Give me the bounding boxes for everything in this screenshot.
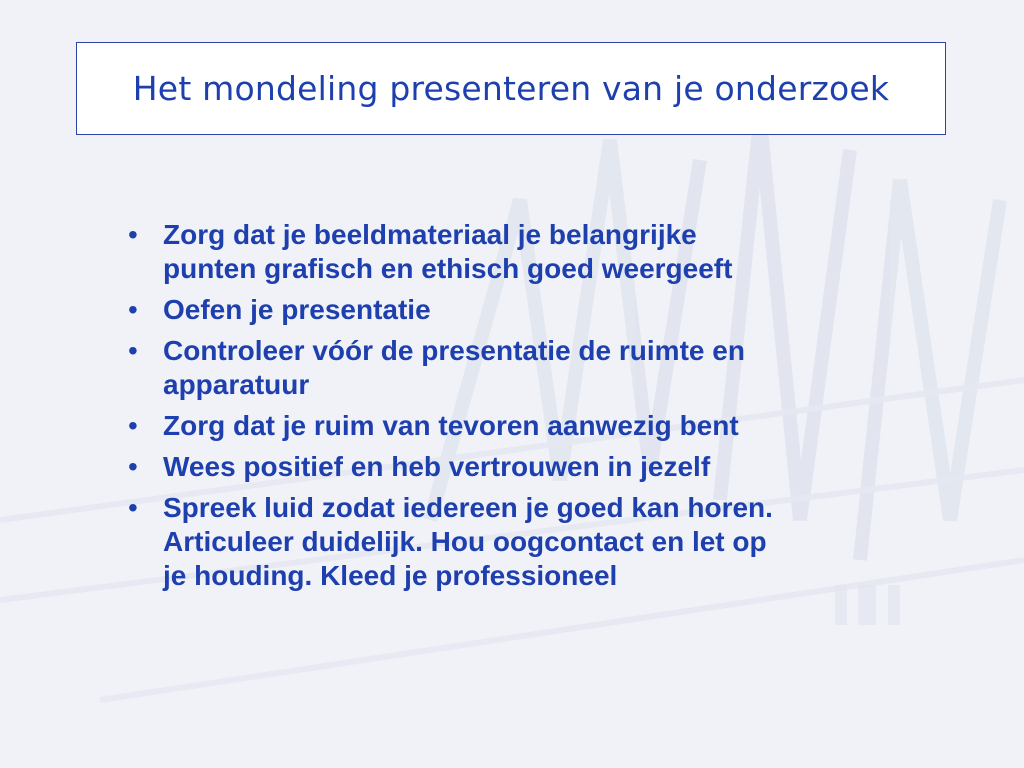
- bullet-text: [163, 218, 923, 286]
- bullet-text: [163, 491, 923, 593]
- bullet-text-line: apparatuur: [163, 369, 310, 400]
- bullet-text-line: Spreek luid zodat iedereen je goed kan horen.: [163, 492, 773, 523]
- bullet-text-line: Articuleer duidelijk. Hou oogcontact en let op: [163, 526, 767, 557]
- bullet-marker: •: [128, 451, 138, 482]
- bullet-item: [128, 334, 928, 402]
- bullet-text: [163, 293, 923, 327]
- bullet-marker: •: [128, 410, 138, 441]
- bullet-item: [128, 218, 928, 286]
- bullet-text-line: punten grafisch en ethisch goed weergeeft: [163, 253, 733, 284]
- bullet-text-line: Zorg dat je beeldmateriaal je belangrijke: [163, 219, 697, 250]
- bullet-marker: •: [128, 492, 138, 523]
- bullet-item: [128, 293, 928, 327]
- bullet-item: [128, 450, 928, 484]
- bullet-item: [128, 491, 928, 593]
- bullet-item: [128, 409, 928, 443]
- bullet-text: [163, 334, 923, 402]
- slide-title: Het mondeling presenteren van je onderzoek: [132, 69, 890, 108]
- bullet-text-line: Controleer vóór de presentatie de ruimte en: [163, 335, 745, 366]
- bullet-marker: •: [128, 219, 138, 250]
- bullet-text-line: Zorg dat je ruim van tevoren aanwezig bent: [163, 410, 739, 441]
- bullet-text: [163, 450, 923, 484]
- bullet-text: [163, 409, 923, 443]
- bullet-text-line: je houding. Kleed je professioneel: [163, 560, 618, 591]
- title-box: [76, 42, 946, 135]
- bullet-list: [128, 218, 928, 600]
- bullet-marker: •: [128, 335, 138, 366]
- bullet-text-line: Wees positief en heb vertrouwen in jezelf: [163, 451, 711, 482]
- bullet-text-line: Oefen je presentatie: [163, 294, 431, 325]
- bullet-marker: •: [128, 294, 138, 325]
